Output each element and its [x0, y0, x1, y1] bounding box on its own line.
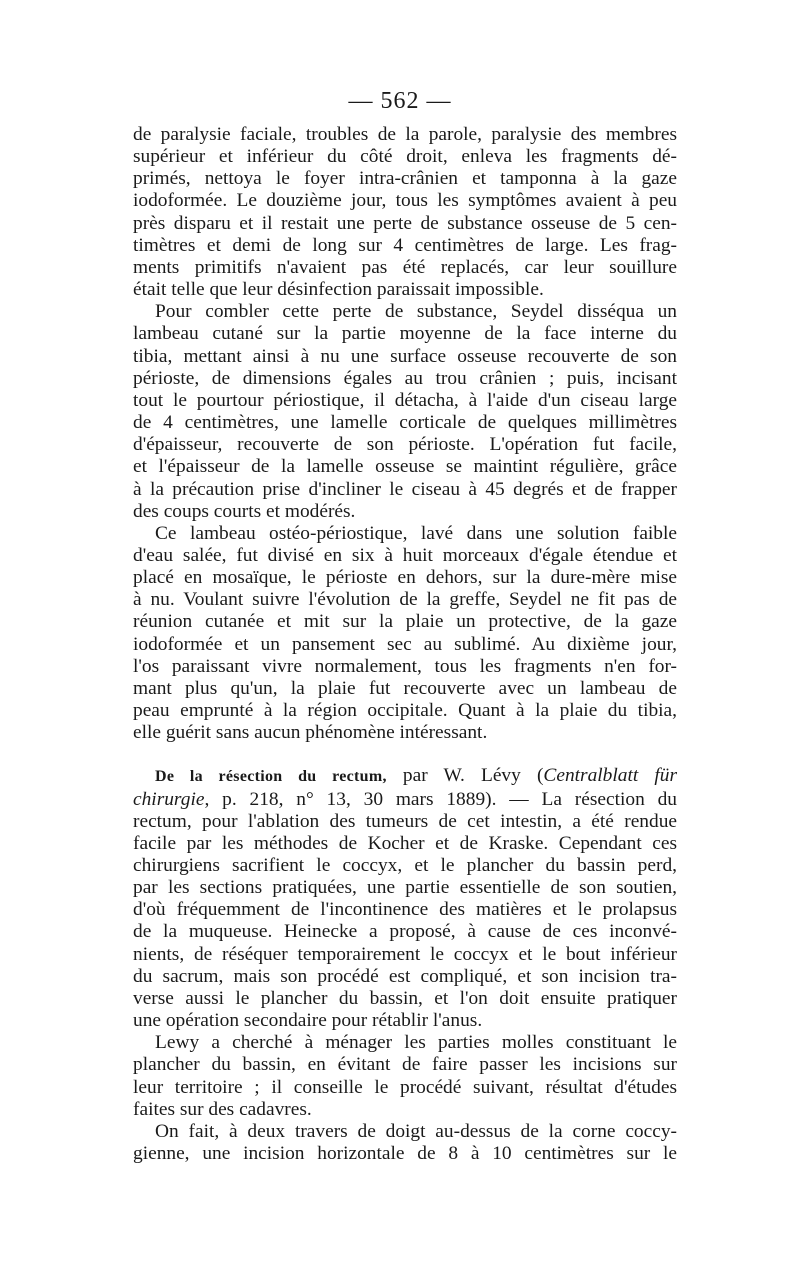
text-line: iodoformée. Le douzième jour, tous les symptômes avaient à peu	[133, 190, 677, 212]
text-line: tibia, mettant ainsi à nu une surface osseuse recouverte de son	[133, 345, 677, 367]
text-line: gienne, une incision horizontale de 8 à 10 centimètres sur le	[133, 1143, 677, 1165]
section-gap	[133, 744, 677, 765]
text-line: à nu. Voulant suivre l'évolution de la greffe, Seydel ne fit pas de	[133, 589, 677, 611]
text-line: verse aussi le plancher du bassin, et l'on doit ensuite pratiquer	[133, 987, 677, 1009]
text-line: l'os paraissant vivre normalement, tous les fragments n'en for-	[133, 655, 677, 677]
text-line: Pour combler cette perte de substance, Seydel disséqua un	[155, 301, 677, 323]
paragraph-5	[133, 1032, 677, 1121]
text-line: mant plus qu'un, la plaie fut recouverte avec un lambeau de	[133, 677, 677, 699]
journal-name: Centralblatt für	[543, 765, 677, 787]
text-line: placé en mosaïque, le périoste en dehors, sur la dure-mère mise	[133, 567, 677, 589]
article-heading-line	[133, 765, 677, 788]
text-line: timètres et demi de long sur 4 centimètres de large. Les frag-	[133, 234, 677, 256]
citation-details: , p. 218, n° 13, 30 mars 1889). — La résection du	[204, 788, 677, 810]
text-line: On fait, à deux travers de doigt au-dessus de la corne coccy-	[155, 1120, 677, 1142]
text-line: chirurgiens sacrifient le coccyx, et le plancher du bassin perd,	[133, 855, 677, 876]
text-line: lambeau cutané sur la partie moyenne de la face interne du	[133, 323, 677, 345]
article-section	[133, 765, 677, 1032]
text-line: Lewy a cherché à ménager les parties molles constituant le	[155, 1032, 677, 1054]
text-line: d'où fréquemment de l'incontinence des matières et le prolapsus	[133, 899, 677, 921]
text-line: réunion cutanée et mit sur la plaie un protective, de la gaze	[133, 611, 677, 633]
text-line: par les sections pratiquées, une partie essentielle de son soutien,	[133, 877, 677, 899]
text-line: elle guérit sans aucun phénomène intéressant.	[133, 722, 488, 744]
page-number: — 562 —	[348, 88, 452, 114]
text-line: primés, nettoya le foyer intra-crânien et tamponna à la gaze	[133, 168, 677, 190]
text-line: Ce lambeau ostéo-périostique, lavé dans une solution faible	[155, 522, 677, 544]
text-line: iodoformée et un pansement sec au sublimé. Au dixième jour,	[133, 633, 677, 655]
text-line: facile par les méthodes de Kocher et de Kraske. Cependant ces	[133, 832, 677, 854]
paragraph-2	[133, 301, 677, 523]
text-line: d'épaisseur, recouverte de son périoste. L'opération fut facile,	[133, 434, 677, 456]
article-author: par W. Lévy (	[386, 765, 544, 787]
text-line: ments primitifs n'avaient pas été replacés, car leur souillure	[133, 256, 677, 278]
text-line: était telle que leur désinfection paraissait impossible.	[133, 279, 544, 301]
paragraph-1	[133, 124, 677, 301]
text-line: faites sur des cadavres.	[133, 1098, 312, 1120]
text-line: tout le pourtour périostique, il détacha, à l'aide d'un ciseau large	[133, 389, 677, 411]
paragraph-6	[133, 1121, 677, 1165]
text-line: leur territoire ; il conseille le procédé suivant, résultat d'études	[133, 1076, 677, 1098]
article-title: De la résection du rectum,	[155, 768, 387, 786]
paragraph-3	[133, 523, 677, 745]
text-line: d'eau salée, fut divisé en six à huit morceaux d'égale étendue et	[133, 544, 677, 566]
text-line: plancher du bassin, en évitant de faire passer les incisions sur	[133, 1054, 677, 1076]
text-line: à la précaution prise d'incliner le ciseau à 45 degrés et de frapper	[133, 478, 677, 500]
text-line: près disparu et il restait une perte de substance osseuse de 5 cen-	[133, 212, 677, 234]
text-line: périoste, de dimensions égales au trou crânien ; puis, incisant	[133, 367, 677, 389]
page-body	[133, 124, 677, 1165]
text-line: de la muqueuse. Heinecke a proposé, à cause de ces inconvé-	[133, 921, 677, 943]
text-line: une opération secondaire pour rétablir l'anus.	[133, 1010, 483, 1032]
text-line: rectum, pour l'ablation des tumeurs de cet intestin, a été rendue	[133, 810, 677, 832]
citation-line	[133, 789, 677, 811]
text-line: de paralysie faciale, troubles de la parole, paralysie des membres	[133, 124, 677, 145]
text-line: peau emprunté à la région occipitale. Quant à la plaie du tibia,	[133, 700, 677, 722]
text-line: des coups courts et modérés.	[133, 500, 356, 522]
text-line: et l'épaisseur de la lamelle osseuse se maintint régulière, grâce	[133, 456, 677, 478]
text-line: de 4 centimètres, une lamelle corticale de quelques millimètres	[133, 412, 677, 434]
text-line: du sacrum, mais son procédé est compliqué, et son incision tra-	[133, 965, 677, 987]
text-line: nients, de réséquer temporairement le coccyx et le bout inférieur	[133, 943, 677, 965]
journal-name-continued: chirurgie	[133, 788, 205, 810]
text-line: supérieur et inférieur du côté droit, enleva les fragments dé-	[133, 146, 677, 168]
